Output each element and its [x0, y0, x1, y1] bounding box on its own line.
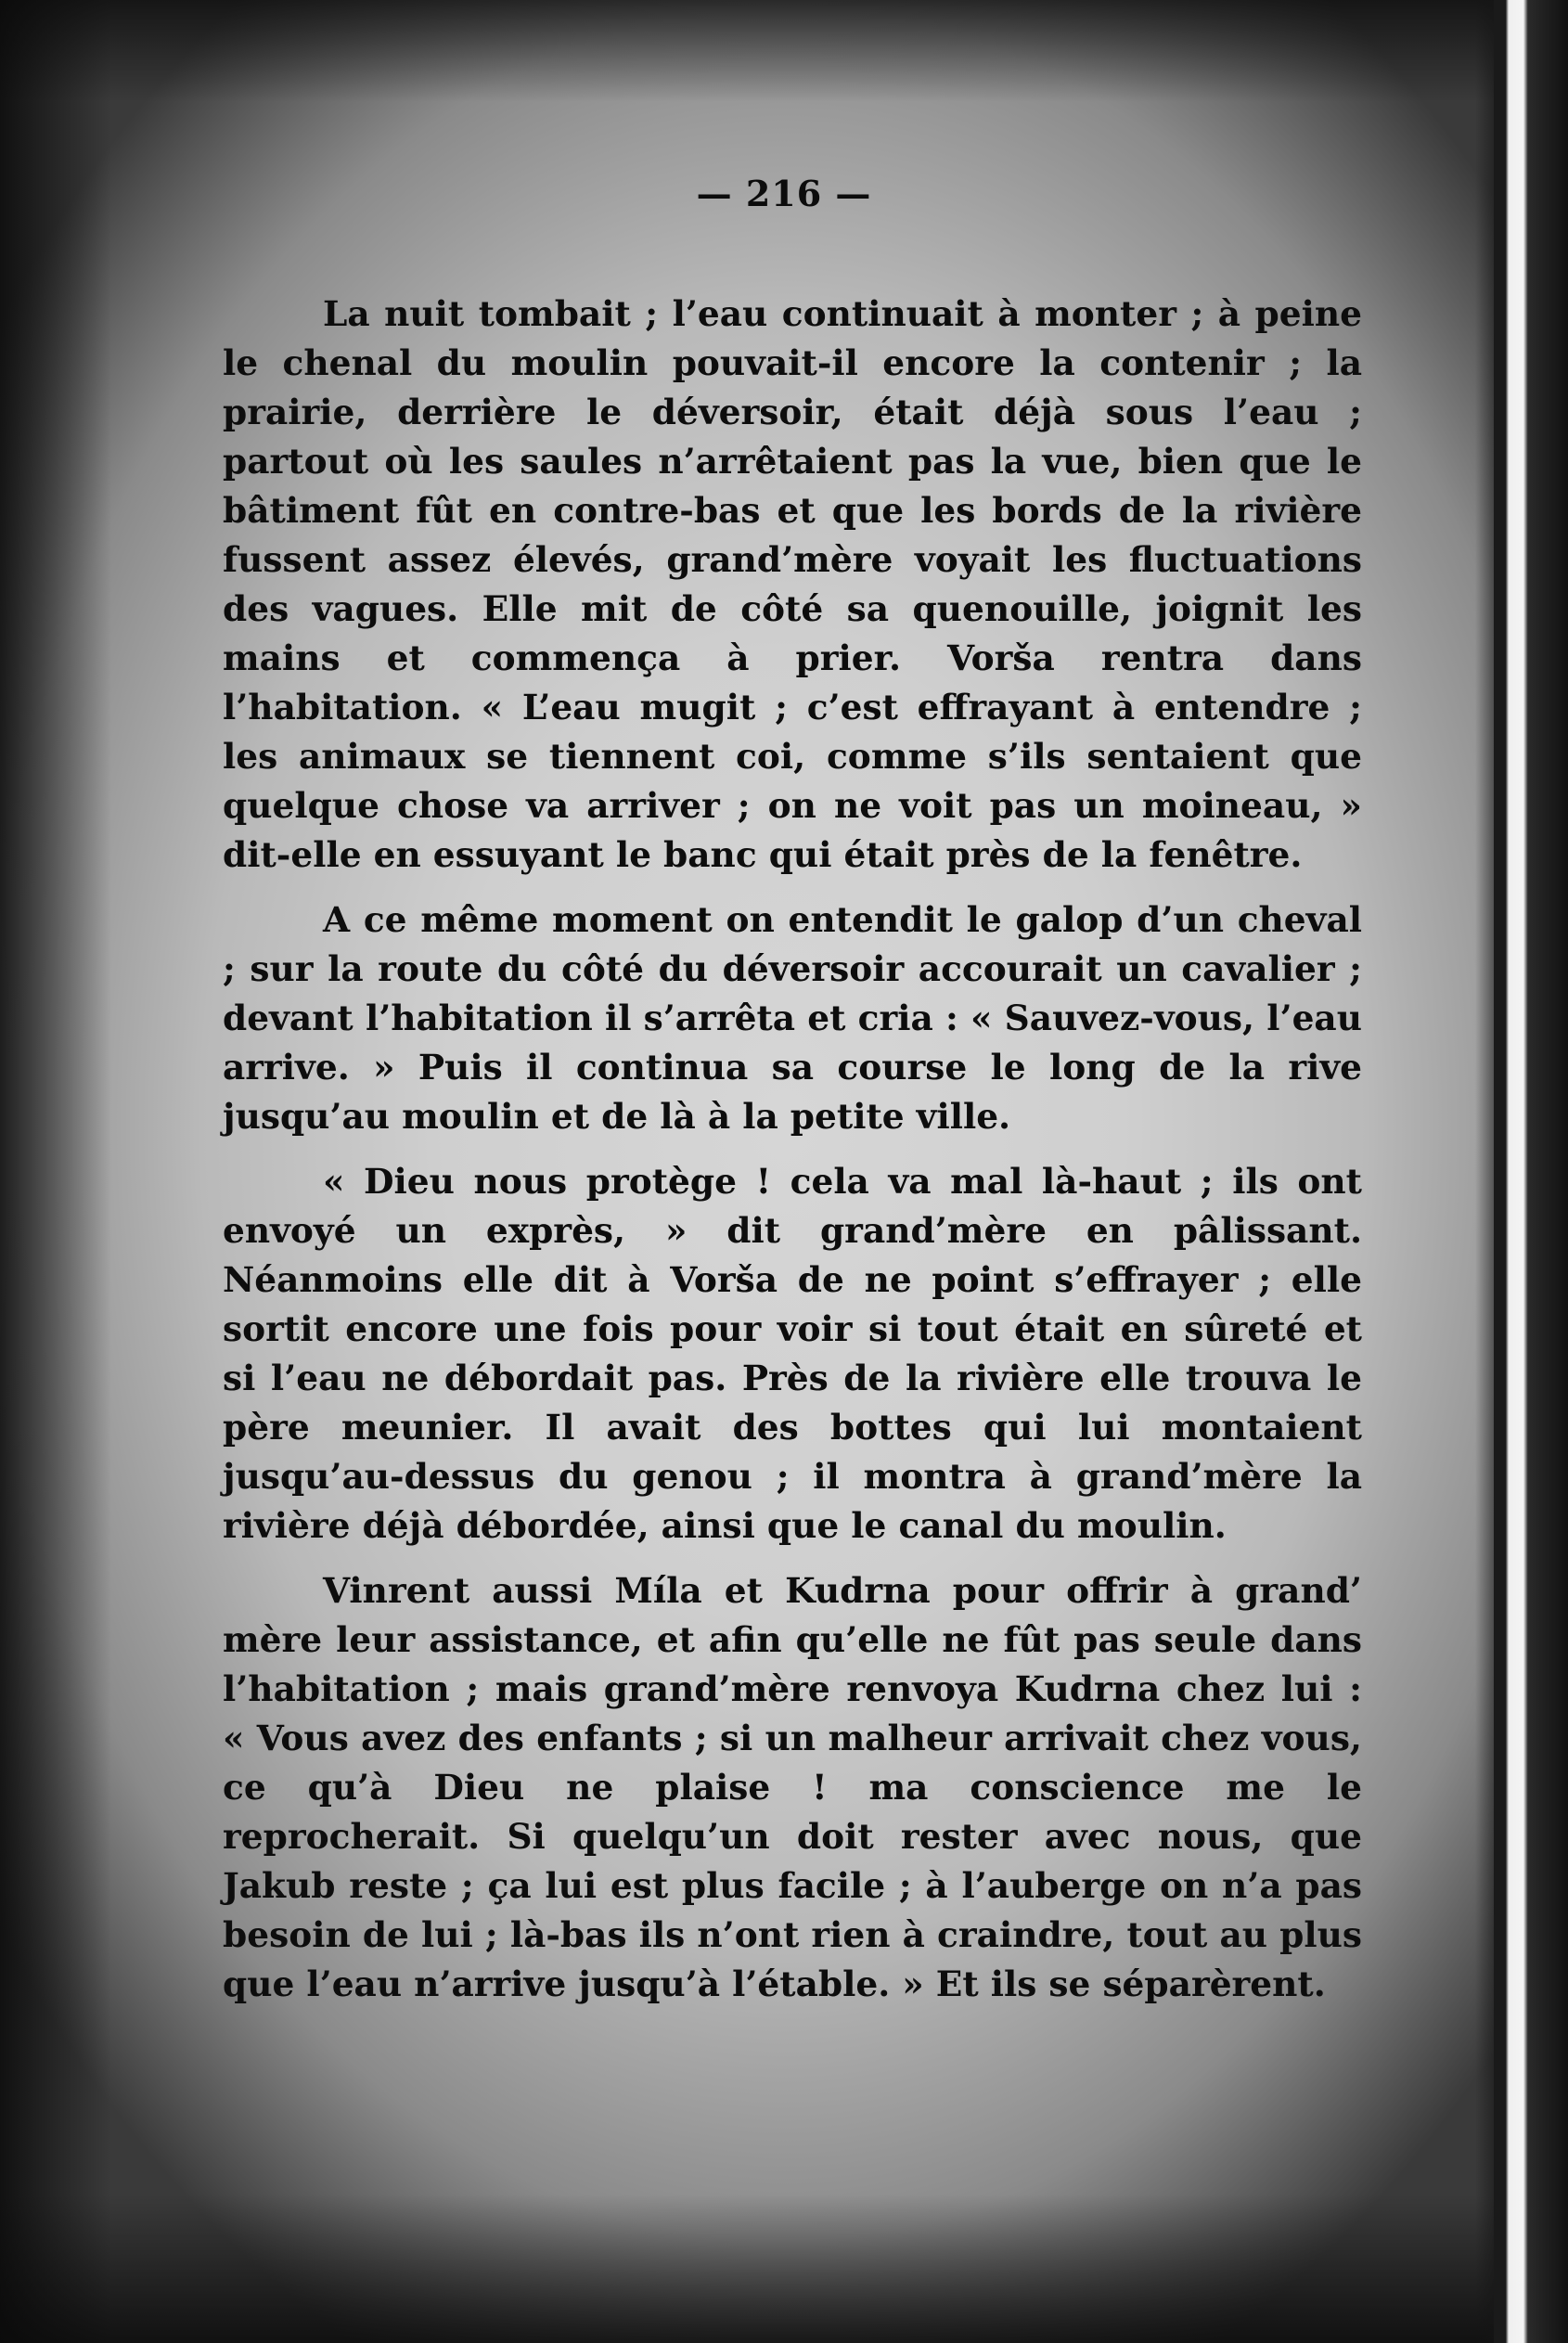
paragraph-1: La nuit tombait ; l’eau continuait à monter ; à peine le chenal du moulin pouvait-il encore la contenir ; la prairie, derrière le déversoir, était déjà sous l’eau ; partout où les saules n’arrêtaient pas la vue, bien que le bâtiment fût en contre-bas et que les bords de la rivière fussent assez élevés, grand’mère voyait les fluctuations des vagues. Elle mit de côté sa quenouille, joignit les mains et commença à prier. Vorša rentra dans l’habitation. « L’eau mugit ; c’est effrayant à entendre ; les animaux se tiennent coi, comme s’ils sentaient que quelque chose va arriver ; on ne voit pas un moineau, » dit-elle en essuyant le banc qui était près de la fenêtre.	[223, 293, 1362, 875]
scan-shadow-top	[0, 0, 1568, 102]
page-number: — 216 —	[696, 173, 872, 214]
scan-shadow-bottom	[0, 2195, 1568, 2343]
scan-shadow-left	[0, 0, 111, 2343]
paragraph-4: Vinrent aussi Míla et Kudrna pour offrir à grand’ mère leur assistance, et afin qu’elle ne fût pas seule dans l’habitation ; mais grand’mère renvoya Kudrna chez lui : « Vous avez des enfants ; si un malheur arrivait chez vous, ce qu’à Dieu ne plaise ! ma conscience me le reprocherait. Si quelqu’un doit rester avec nous, que Jakub reste ; ça lui est plus facile ; à l’auberge on n’a pas besoin de lui ; là-bas ils n’ont rien à craindre, tout au plus que l’eau n’arrive jusqu’à l’étable. » Et ils se séparèrent.	[223, 1570, 1362, 2004]
body-text	[223, 290, 1362, 2025]
paragraph-2: A ce même moment on entendit le galop d’un cheval ; sur la route du côté du déversoir accourait un cavalier ; devant l’habitation il s’arrêta et cria : « Sauvez-vous, l’eau arrive. » Puis il continua sa course le long de la rive jusqu’au moulin et de là à la petite ville.	[223, 899, 1362, 1137]
paragraph-3: « Dieu nous protège ! cela va mal là-haut ; ils ont envoyé un exprès, » dit grand’mère en pâlissant. Néanmoins elle dit à Vorša de ne point s’effrayer ; elle sortit encore une fois pour voir si tout était en sûreté et si l’eau ne débordait pas. Près de la rivière elle trouva le père meunier. Il avait des bottes qui lui montaient jusqu’au-dessus du genou ; il montra à grand’mère la rivière déjà débordée, ainsi que le canal du moulin.	[223, 1161, 1362, 1546]
book-spine-edge	[1494, 0, 1568, 2343]
